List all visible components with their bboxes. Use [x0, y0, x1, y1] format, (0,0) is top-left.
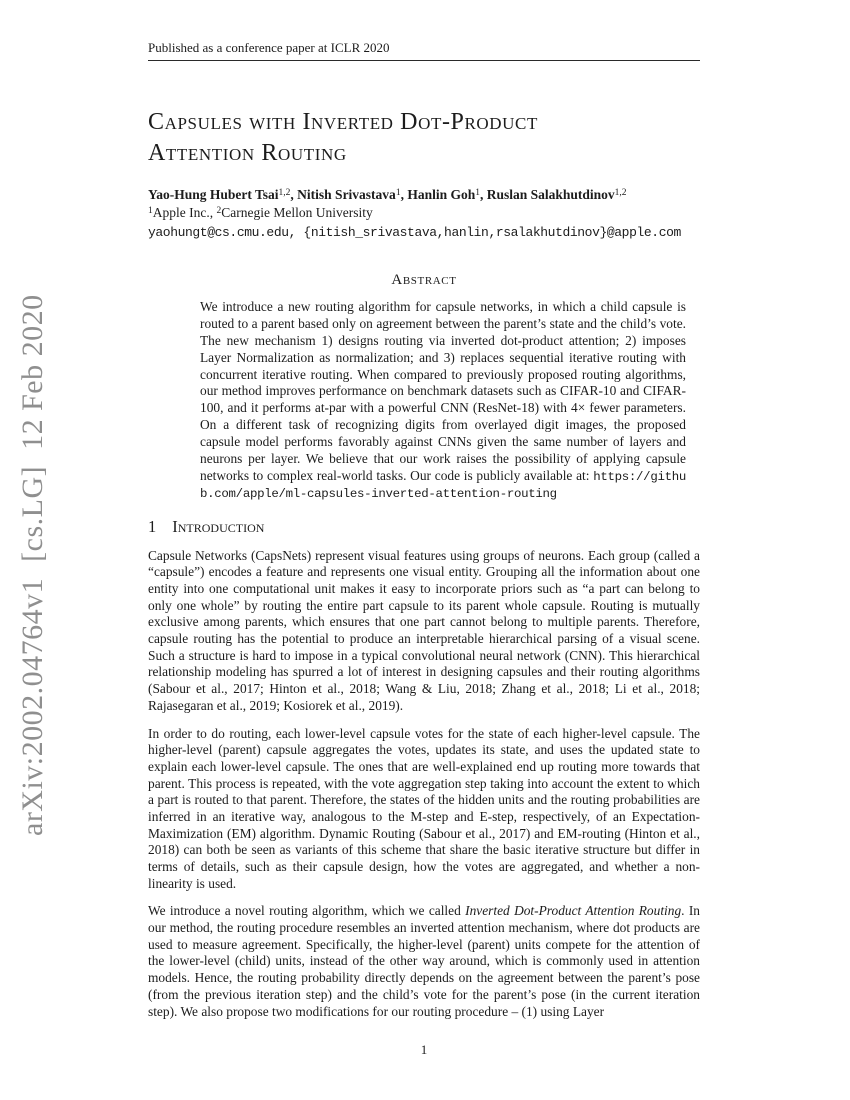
author-name: Yao-Hung Hubert Tsai: [148, 187, 279, 203]
intro-paragraph-2: In order to do routing, each lower-level capsule votes for the state of each higher-level capsule. The higher-level (parent) capsule aggregates the votes, updates its state, and uses the updated state to explain each lower-level capsule. The ones that are well-explained end up routing more towards that parent. This process is repeated, with the vote aggregation step taking into account the extent to which a part is routed to that parent. Therefore, the states of the hidden units and the routing probabilities are inferred in an iterative way, analogous to the M-step and E-step, respectively, of an Expectation-Maximization (EM) algorithm. Dynamic Routing (Sabour et al., 2017) and EM-routing (Hinton et al., 2018) can both be seen as variants of this scheme that share the basic iterative structure but differ in terms of details, such as their capsule design, how the votes are aggregated, and whether a non-linearity is used.: [148, 725, 700, 891]
page-number: 1: [420, 1042, 428, 1057]
arxiv-watermark: arXiv:2002.04764v1 [cs.LG] 12 Feb 2020: [16, 294, 49, 836]
paper-title-line2: Attention Routing: [148, 140, 347, 167]
author-affil-marker: 1: [475, 188, 480, 199]
author-name: Hanlin Goh: [407, 187, 476, 203]
intro-paragraph-3-text: . In our method, the routing procedure resembles an inverted attention mechanism, where dot products are used to measure agreement. Specifically, the higher-level (parent) units compete for the attention of the lower-level (child) units, instead of the other way around, which is commonly used in attention models. Hence, the routing probability directly depends on the agreement between the parent’s pose (from the previous iteration step) and the child’s vote for the parent’s pose (in the current iteration step). We also propose two modifications for our routing procedure – (1) using Layer: [148, 903, 700, 1019]
author-name: Ruslan Salakhutdinov: [486, 187, 615, 203]
paper-title: [148, 107, 700, 169]
section-number: 1: [148, 516, 157, 536]
conference-header: Published as a conference paper at ICLR 2020: [148, 40, 390, 55]
author-separator: ,: [400, 187, 408, 203]
affiliation-name: Apple Inc.,: [152, 205, 217, 221]
header-rule: [148, 60, 700, 61]
abstract-heading: Abstract: [391, 272, 457, 289]
section-title: Introduction: [172, 516, 265, 536]
author-list: [148, 187, 700, 203]
section-heading-introduction: [148, 517, 700, 537]
author-separator: ,: [479, 187, 487, 203]
author-affil-marker: 1,2: [278, 188, 291, 199]
intro-paragraph-3: [148, 903, 700, 1020]
author-emails: yaohungt@cs.cmu.edu, {nitish_srivastava,hanlin,rsalakhutdinov}@apple.com: [148, 225, 681, 241]
method-name-emphasis: Inverted Dot-Product Attention Routing: [465, 903, 682, 919]
affiliation-marker: 2: [216, 206, 222, 217]
affiliation-name: Carnegie Mellon University: [221, 205, 373, 221]
affiliation-line: [148, 205, 700, 221]
intro-paragraph-1: Capsule Networks (CapsNets) represent visual features using groups of neurons. Each group (called a “capsule”) encodes a feature and represents one visual entity. Grouping all the information about one entity into one computational unit makes it easy to incorporate priors such as “a part can belong to only one whole” by routing the entire part capsule to its parent whole capsule. Routing is mutually exclusive among parents, which ensures that one part cannot belong to multiple parents. Therefore, capsule routing has the potential to produce an interpretable hierarchical parsing of a visual scene. Such a structure is hard to impose in a typical convolutional neural network (CNN). This hierarchical relationship modeling has spurred a lot of interest in designing capsules and their routing algorithms (Sabour et al., 2017; Hinton et al., 2018; Wang & Liu, 2018; Zhang et al., 2018; Li et al., 2018; Rajasegaran et al., 2019; Kosiorek et al., 2019).: [148, 547, 700, 713]
abstract-body-text: We introduce a new routing algorithm for capsule networks, in which a child capsule is routed to a parent based only on agreement between the parent’s state and the child’s vote. The new mechanism 1) designs routing via inverted dot-product attention; 2) imposes Layer Normalization as normalization; and 3) replaces sequential iterative routing with concurrent iterative routing. When compared to previously proposed routing algorithms, our method improves performance on benchmark datasets such as CIFAR-10 and CIFAR-100, and it performs at-par with a powerful CNN (ResNet-18) with 4× fewer parameters. On a different task of recognizing digits from overlayed digit images, the proposed capsule model performs favorably against CNNs given the same number of layers and neurons per layer. We believe that our work raises the possibility of applying capsule networks to complex real-world tasks. Our code is publicly available at:: [200, 299, 686, 483]
code-repository-link[interactable]: https://github.com/apple/ml-capsules-inverted-attention-routing: [200, 469, 686, 502]
affiliation-marker: 1: [148, 206, 153, 217]
paper-title-line1: Capsules with Inverted Dot-Product: [148, 109, 538, 135]
author-affil-marker: 1,2: [614, 188, 627, 199]
author-name: Nitish Srivastava: [297, 187, 396, 203]
author-separator: ,: [290, 187, 298, 203]
author-affil-marker: 1: [395, 188, 401, 199]
intro-paragraph-3-text: We introduce a novel routing algorithm, which we called: [148, 903, 466, 919]
abstract-text: [200, 299, 686, 502]
paper-content-column: [148, 0, 700, 1020]
